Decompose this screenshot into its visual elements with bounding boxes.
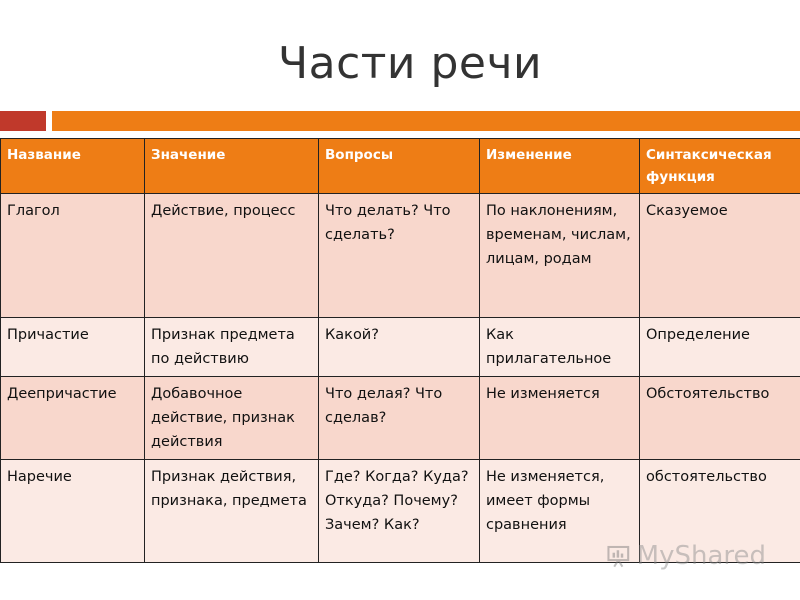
table-cell: Действие, процесс [145,194,319,318]
header-cell: Название [1,139,145,194]
table-cell: Где? Когда? Куда? Откуда? Почему? Зачем? Как? [319,460,480,563]
header-cell: Значение [145,139,319,194]
header-cell: Синтаксическая функция [640,139,800,194]
table-cell: По наклонениям, временам, числам, лицам, родам [480,194,640,318]
accent-bar-red [0,111,46,131]
presentation-board-icon [606,541,631,571]
table-cell: Признак действия, признака, предмета [145,460,319,563]
table-row [1,194,800,318]
header-cell: Изменение [480,139,640,194]
table-cell: обстоятельство [640,460,800,563]
header-cell: Вопросы [319,139,480,194]
table-cell: Глагол [1,194,145,318]
table-cell: Что делать? Что сделать? [319,194,480,318]
table-cell: Что делая? Что сделав? [319,377,480,460]
table-cell: Как прилагательное [480,318,640,377]
table-row [1,318,800,377]
table-cell: Деепричастие [1,377,145,460]
parts-of-speech-table [0,138,800,563]
table-cell: Определение [640,318,800,377]
table-cell: Добавочное действие, признак действия [145,377,319,460]
table-cell: Какой? [319,318,480,377]
table-cell: Наречие [1,460,145,563]
table-cell: Не изменяется [480,377,640,460]
accent-bar-orange [52,111,800,131]
page-title: Части речи [277,38,543,89]
table-row [1,377,800,460]
watermark [606,538,766,574]
table-cell: Сказуемое [640,194,800,318]
table-header-row [1,139,800,194]
table-cell: Причастие [1,318,145,377]
table-cell: Признак предмета по действию [145,318,319,377]
table-cell: Не изменяется, имеет формы сравнения [480,460,640,563]
watermark-text: MyShared [636,541,766,571]
table-cell: Обстоятельство [640,377,800,460]
